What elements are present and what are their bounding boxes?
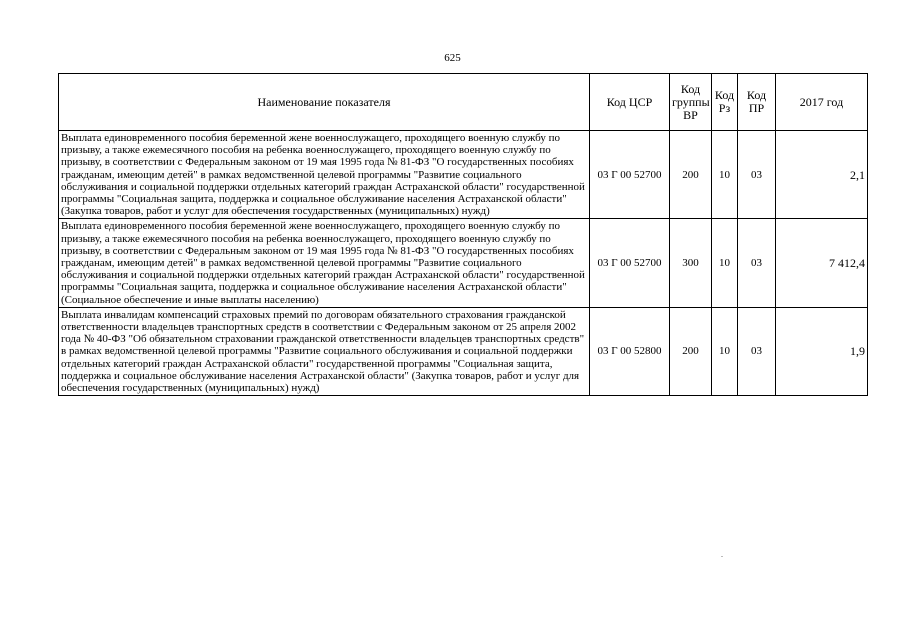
scan-speck <box>721 556 723 557</box>
row-name: Выплата единовременного пособия беременной жене военнослужащего, проходящего военную службу по призыву, а также ежемесячного пособия на ребенка военнослужащего, проходящего военную службу по призыву, в соответствии с Федеральным законом от 19 мая 1995 года № 81-ФЗ "О государственных пособиях гражданам, имеющим детей" в рамках ведомственной целевой программы "Развитие социального обслуживания и социальной поддержки отдельных категорий граждан Астраханской области" государственной программы "Социальная защита, поддержка и социальное обслуживание населения Астраханской области" (Социальное обеспечение и иные выплаты населению) <box>59 219 590 307</box>
page-number: 625 <box>444 52 461 64</box>
row-rz: 10 <box>712 307 738 395</box>
row-amount: 7 412,4 <box>776 219 868 307</box>
table-row <box>59 219 868 307</box>
row-pr: 03 <box>738 131 776 219</box>
header-vr: Код группы ВР <box>670 74 712 131</box>
row-amount: 2,1 <box>776 131 868 219</box>
row-pr: 03 <box>738 219 776 307</box>
row-vr: 200 <box>670 131 712 219</box>
row-name: Выплата единовременного пособия беременной жене военнослужащего, проходящего военную службу по призыву, а также ежемесячного пособия на ребенка военнослужащего, проходящего военную службу по призыву, в соответствии с Федеральным законом от 19 мая 1995 года № 81-ФЗ "О государственных пособиях гражданам, имеющим детей" в рамках ведомственной целевой программы "Развитие социального обслуживания и социальной поддержки отдельных категорий граждан Астраханской области" государственной программы "Социальная защита, поддержка и социальное обслуживание населения Астраханской области" (Закупка товаров, работ и услуг для обеспечения государственных (муниципальных) нужд) <box>59 131 590 219</box>
row-vr: 200 <box>670 307 712 395</box>
row-csr: 03 Г 00 52800 <box>590 307 670 395</box>
row-rz: 10 <box>712 131 738 219</box>
row-csr: 03 Г 00 52700 <box>590 219 670 307</box>
header-name: Наименование показателя <box>59 74 590 131</box>
header-csr: Код ЦСР <box>590 74 670 131</box>
row-csr: 03 Г 00 52700 <box>590 131 670 219</box>
table-row <box>59 131 868 219</box>
row-amount: 1,9 <box>776 307 868 395</box>
header-year: 2017 год <box>776 74 868 131</box>
header-pr: Код ПР <box>738 74 776 131</box>
header-row <box>59 74 868 131</box>
header-rz: Код Рз <box>712 74 738 131</box>
row-pr: 03 <box>738 307 776 395</box>
row-rz: 10 <box>712 219 738 307</box>
row-name: Выплата инвалидам компенсаций страховых премий по договорам обязательного страхования гражданской ответственности владельцев транспортных средств в соответствии с Федеральным законом от 25 апреля 2002 года № 40-ФЗ "Об обязательном страховании гражданской ответственности владельцев транспортных средств" в рамках ведомственной целевой программы "Развитие социального обслуживания и социальной поддержки отдельных категорий граждан Астраханской области" государственной программы "Социальная защита, поддержка и социальное обслуживание населения Астраханской области" (Закупка товаров, работ и услуг для обеспечения государственных (муниципальных) нужд) <box>59 307 590 395</box>
row-vr: 300 <box>670 219 712 307</box>
table-row <box>59 307 868 395</box>
budget-table <box>58 73 868 396</box>
